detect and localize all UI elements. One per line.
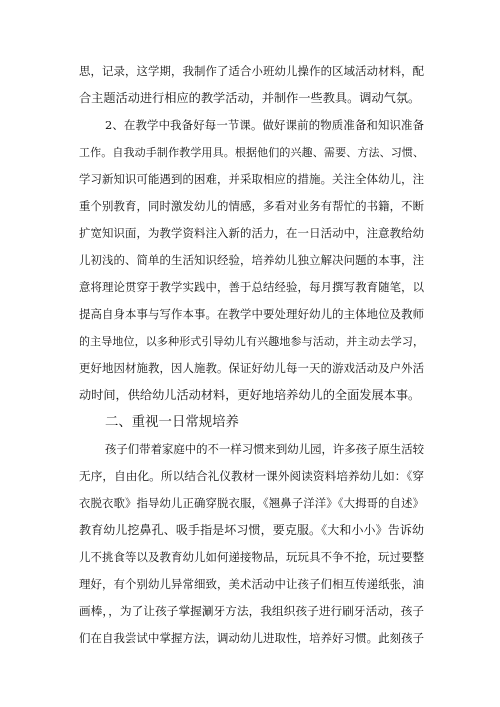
- text-line: 动时间，供给幼儿活动材料，更好地培养幼儿的全面发展本事。: [79, 388, 421, 402]
- document-page: [79, 58, 424, 652]
- text-line: 思，记录，这学期，我制作了适合小班幼儿操作的区域活动材料，配: [79, 64, 424, 78]
- text-line: 重个别教育，同时激发幼儿的情感，多看对业务有帮忙的书籍，不断: [79, 199, 424, 213]
- text-line: 理好，有个别幼儿异常细致，美术活动中让孩子们相互传递纸张，油: [79, 577, 424, 591]
- text-line: 工作。自我动手制作教学用具。根据他们的兴趣、需要、方法、习惯、: [79, 146, 424, 159]
- text-line: 儿初浅的、简单的生活知识经验，培养幼儿独立解决问题的本事，注: [79, 253, 424, 267]
- text-line: 教育幼儿挖鼻孔、吸手指是坏习惯，要克服。《大和小小》告诉幼: [79, 523, 424, 537]
- text-line: 2、在教学中我备好每一节课。做好课前的物质准备和知识准备: [105, 118, 424, 132]
- heading-text: 二、重视一日常规培养: [105, 415, 239, 430]
- text-line: 合主题活动进行相应的教学活动，并制作一些教具。调动气氛。: [79, 91, 421, 105]
- text-line: 更好地因材施教，因人施教。保证好幼儿每一天的游戏活动及户外活: [79, 361, 424, 375]
- text-line: 孩子们带着家庭中的不一样习惯来到幼儿园，许多孩子原生活较: [105, 442, 424, 456]
- text-line: 无序，自由化。所以结合礼仪教材一课外阅读资料培养幼儿如：《穿: [79, 469, 424, 483]
- text-line: 学习新知识可能遇到的困难，并采取相应的措施。关注全体幼儿，注: [79, 172, 424, 186]
- paragraph: [79, 58, 424, 112]
- text-line: 提高自身本事与写作本事。在教学中要处理好幼儿的主体地位及教师: [79, 307, 424, 321]
- paragraph: [79, 112, 424, 409]
- paragraph: [79, 436, 424, 652]
- text-line: 扩宽知识面，为教学资料注入新的活力，在一日活动中，注意教给幼: [79, 226, 424, 240]
- text-line: 的主导地位，以多种形式引导幼儿有兴趣地参与活动，并主动去学习，: [79, 335, 424, 348]
- text-line: 衣脱衣歌》指导幼儿正确穿脱衣服，《翘鼻子洋洋》《大拇哥的自述》: [79, 496, 424, 510]
- text-line: 画棒，，为了让孩子掌握涮牙方法，我组织孩子进行刷牙活动，孩子: [79, 604, 424, 618]
- text-line: 儿不挑食等以及教育幼儿如何递接物品，玩玩具不争不抢，玩过要整: [79, 550, 424, 564]
- text-line: 们在自我尝试中掌握方法，调动幼儿进取性，培养好习惯。此刻孩子: [79, 631, 424, 645]
- text-line: 意将理论贯穿于教学实践中，善于总结经验，每月撰写教育随笔，以: [79, 280, 424, 294]
- section-heading: [79, 409, 424, 436]
